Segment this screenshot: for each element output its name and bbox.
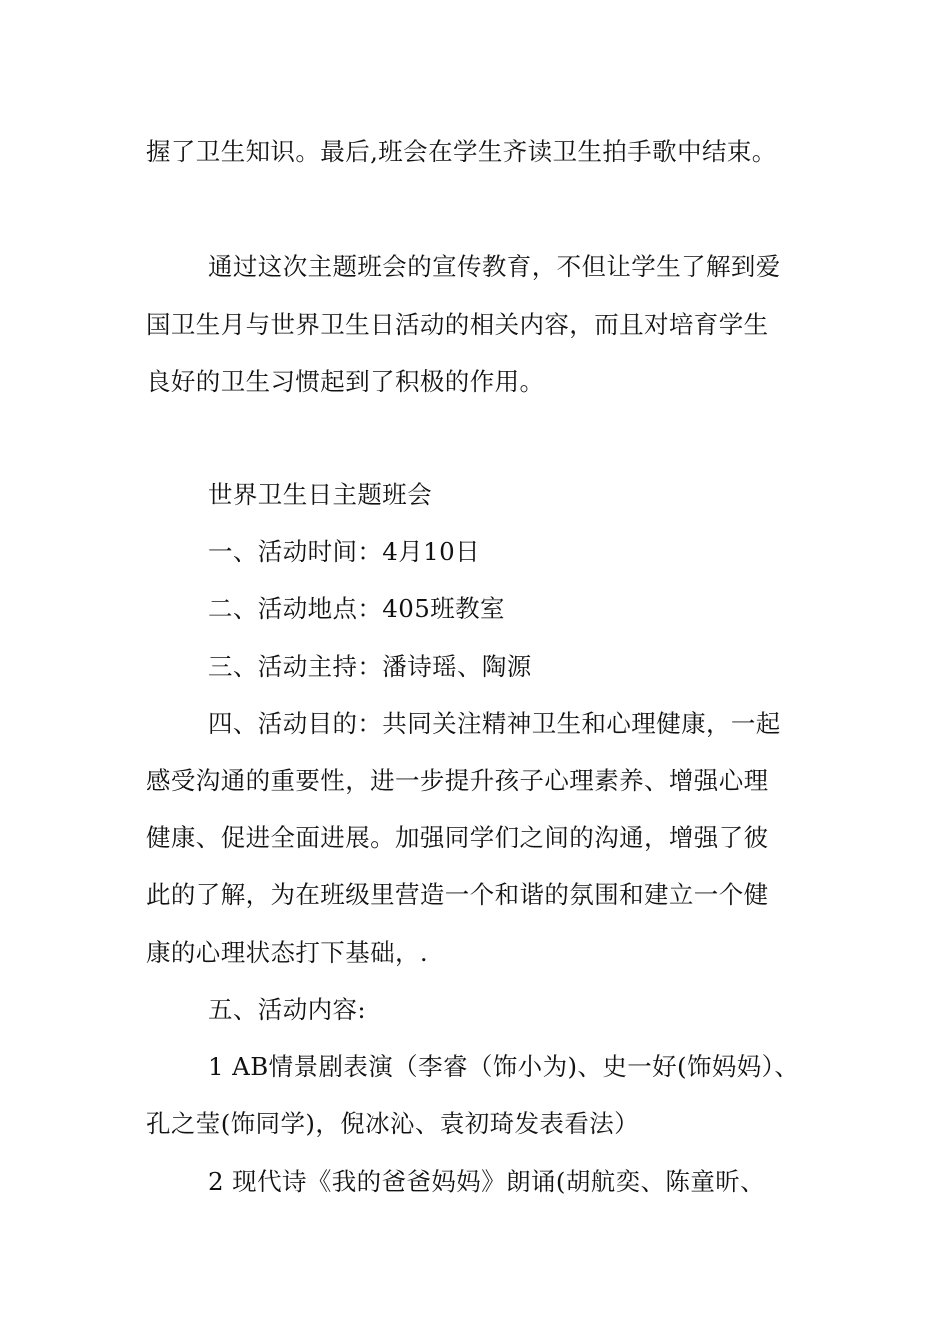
activity-location: 二、活动地点：405班教室 [208, 594, 505, 623]
section-title: 世界卫生日主题班会 [208, 480, 433, 509]
content-item-1-line-1: 1 AB情景剧表演（李睿（饰小为)、史一好(饰妈妈）、 [208, 1052, 800, 1081]
content-item-1-line-2: 孔之莹(饰同学)，倪冰沁、袁初琦发表看法） [146, 1109, 640, 1138]
activity-purpose-line-4: 此的了解，为在班级里营造一个和谐的氛围和建立一个健 [146, 880, 769, 909]
activity-content-heading: 五、活动内容: [208, 995, 367, 1024]
activity-purpose-line-5: 康的心理状态打下基础，. [146, 938, 429, 967]
paragraph-line-4: 良好的卫生习惯起到了积极的作用。 [146, 367, 545, 396]
activity-hosts: 三、活动主持：潘诗瑶、陶源 [208, 652, 532, 681]
content-item-2-line-1: 2 现代诗《我的爸爸妈妈》朗诵(胡航奕、陈童昕、 [208, 1167, 766, 1196]
paragraph-line-3: 国卫生月与世界卫生日活动的相关内容，而且对培育学生 [146, 310, 769, 339]
paragraph-line-1: 握了卫生知识。最后,班会在学生齐读卫生拍手歌中结束。 [146, 137, 777, 166]
activity-purpose-line-2: 感受沟通的重要性，进一步提升孩子心理素养、增强心理 [146, 766, 769, 795]
activity-purpose-line-3: 健康、促进全面进展。加强同学们之间的沟通，增强了彼 [146, 823, 769, 852]
paragraph-line-2: 通过这次主题班会的宣传教育，不但让学生了解到爱 [208, 252, 781, 281]
activity-time: 一、活动时间：4月10日 [208, 537, 481, 566]
activity-purpose-line-1: 四、活动目的：共同关注精神卫生和心理健康，一起 [208, 709, 781, 738]
